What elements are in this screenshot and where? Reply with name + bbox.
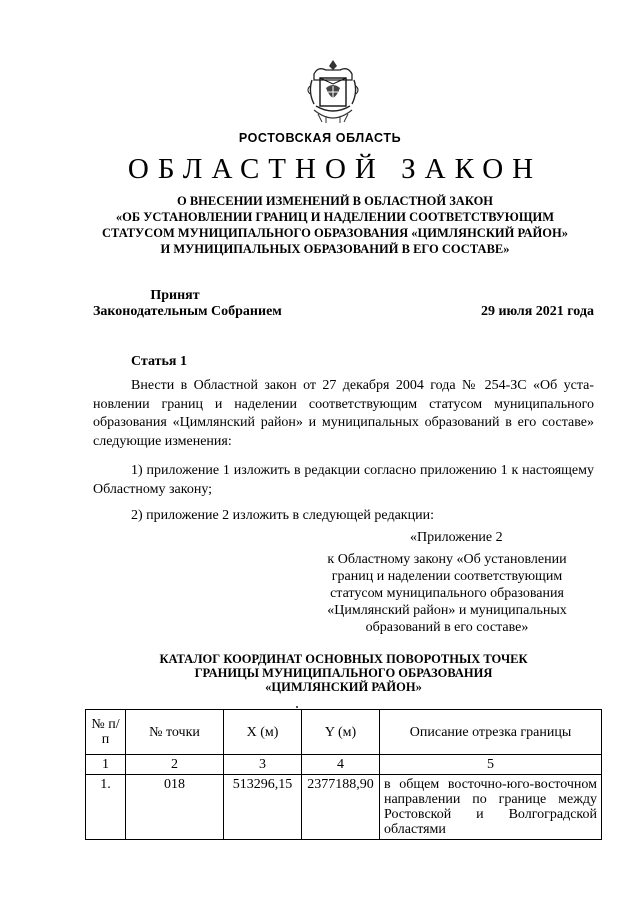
subtitle-line: О ВНЕСЕНИИ ИЗМЕНЕНИЙ В ОБЛАСТНОЙ ЗАКОН (176, 194, 494, 208)
catalog-title-line: ГРАНИЦЫ МУНИЦИПАЛЬНОГО ОБРАЗОВАНИЯ (194, 666, 493, 680)
law-subtitle (60, 193, 610, 257)
column-header: Описание отрезка границы (380, 710, 602, 755)
column-header: X (м) (224, 710, 302, 755)
row-number: 1. (86, 775, 126, 840)
appendix-ref-line: образований в его составе» (365, 620, 529, 635)
appendix-reference (300, 551, 594, 636)
article-paragraph: 1) приложение 1 изложить в редакции согласно приложению 1 к настоящему Областному закону; (93, 463, 594, 497)
column-header: Y (м) (302, 710, 380, 755)
column-number: 4 (302, 755, 380, 775)
article-heading: Статья 1 (131, 354, 187, 369)
article-paragraph: 2) приложение 2 изложить в следующей редакции: (131, 508, 434, 523)
subtitle-line: СТАТУСОМ МУНИЦИПАЛЬНОГО ОБРАЗОВАНИЯ «ЦИМЛЯНСКИЙ РАЙОН» (102, 226, 568, 240)
column-number: 1 (86, 755, 126, 775)
law-type-title: ОБЛАСТНОЙ ЗАКОН (127, 153, 543, 185)
adopted-label: Принят (150, 288, 200, 303)
adoption-date: 29 июля 2021 года (480, 304, 594, 319)
appendix-ref-line: к Областному закону «Об установлении (327, 552, 567, 567)
coordinates-table (85, 709, 602, 840)
appendix-number: «Приложение 2 (410, 530, 503, 545)
region-name: РОСТОВСКАЯ ОБЛАСТЬ (238, 131, 402, 145)
scan-speck (296, 706, 298, 708)
column-number: 3 (224, 755, 302, 775)
appendix-ref-line: границ и наделении соответствующим (331, 569, 563, 584)
y-coordinate: 2377188,90 (302, 775, 380, 840)
column-header: № п/п (86, 710, 126, 755)
coat-of-arms-icon (304, 58, 362, 124)
appendix-ref-line: статусом муниципального образования (330, 586, 564, 601)
subtitle-line: «ОБ УСТАНОВЛЕНИИ ГРАНИЦ И НАДЕЛЕНИИ СООТВЕТСТВУЮЩИМ (115, 210, 555, 224)
table-column-number-row (86, 755, 602, 775)
table-row (86, 775, 602, 840)
x-coordinate: 513296,15 (224, 775, 302, 840)
point-number: 018 (126, 775, 224, 840)
column-number: 5 (380, 755, 602, 775)
adopted-by-label: Законодательным Собранием (93, 304, 282, 319)
catalog-title (93, 652, 594, 694)
segment-description: в общем восточно-юго-восточном направлении по границе между Ростовской и Волгоградской областями (380, 775, 602, 840)
column-number: 2 (126, 755, 224, 775)
subtitle-line: И МУНИЦИПАЛЬНЫХ ОБРАЗОВАНИЙ В ЕГО СОСТАВЕ» (160, 242, 510, 256)
catalog-title-line: КАТАЛОГ КООРДИНАТ ОСНОВНЫХ ПОВОРОТНЫХ ТОЧЕК (159, 652, 528, 666)
table-header-row (86, 710, 602, 755)
column-header: № точки (126, 710, 224, 755)
catalog-title-line: «ЦИМЛЯНСКИЙ РАЙОН» (265, 680, 422, 694)
appendix-ref-line: «Цимлянский район» и муниципальных (327, 603, 567, 618)
article-paragraph: Внести в Областной закон от 27 декабря 2004 года № 254-ЗС «Об установлении границ и наделении соответствующим статусом муниципального образования «Цимлянский район» и муниципальных образований в его составе» следующие изменения: (93, 378, 594, 449)
